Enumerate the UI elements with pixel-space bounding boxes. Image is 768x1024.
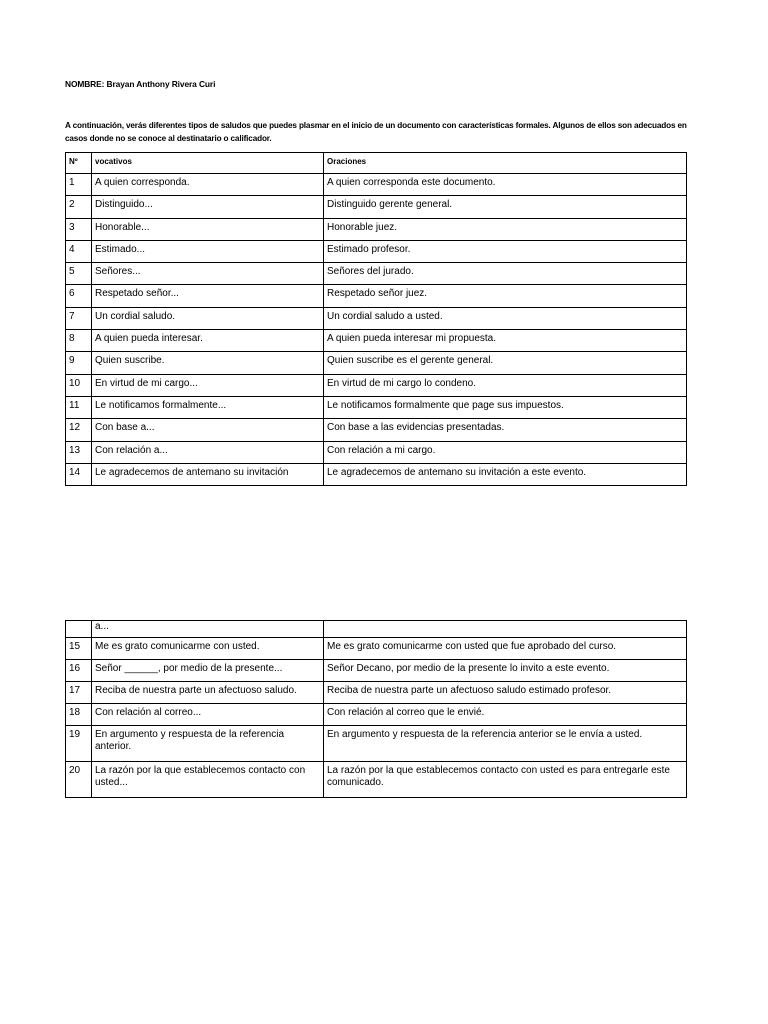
- vocativo-cell: A quien pueda interesar.: [92, 330, 324, 352]
- row-number: 3: [66, 218, 92, 240]
- oracion-cell: Señores del jurado.: [324, 263, 687, 285]
- vocativo-cell: Un cordial saludo.: [92, 307, 324, 329]
- oracion-cell: Con relación a mi cargo.: [324, 441, 687, 463]
- table-row: [66, 263, 687, 285]
- oracion-cell: Señor Decano, por medio de la presente lo invito a este evento.: [324, 660, 687, 682]
- header-number: Nº: [66, 153, 92, 174]
- vocativo-cell: Reciba de nuestra parte un afectuoso saludo.: [92, 682, 324, 704]
- intro-paragraph: A continuación, verás diferentes tipos de saludos que puedes plasmar en el inicio de un documento con características formales. Algunos de ellos son adecuados en casos donde no se conoce al destinatario o calificador.: [65, 121, 687, 143]
- vocativo-cell: Quien suscribe.: [92, 352, 324, 374]
- vocativo-cell: En virtud de mi cargo...: [92, 374, 324, 396]
- header-vocativos: vocativos: [92, 153, 324, 174]
- vocativo-cell: Señor ______, por medio de la presente...: [92, 660, 324, 682]
- vocativo-cell: Distinguido...: [92, 196, 324, 218]
- row-number: 16: [66, 660, 92, 682]
- table-row: [66, 419, 687, 441]
- oracion-cell: La razón por la que establecemos contacto con usted es para entregarle este comunicado.: [324, 762, 687, 798]
- oracion-cell: Me es grato comunicarme con usted que fue aprobado del curso.: [324, 638, 687, 660]
- continuation-text: a...: [92, 621, 324, 638]
- table-row: [66, 704, 687, 726]
- table-row: [66, 762, 687, 798]
- oracion-cell: Estimado profesor.: [324, 240, 687, 262]
- table-row: [66, 240, 687, 262]
- table-row: [66, 218, 687, 240]
- row-number: 4: [66, 240, 92, 262]
- table-row: [66, 196, 687, 218]
- oracion-cell: Un cordial saludo a usted.: [324, 307, 687, 329]
- vocativo-cell: Con relación al correo...: [92, 704, 324, 726]
- row-number: 12: [66, 419, 92, 441]
- vocativo-cell: En argumento y respuesta de la referencia anterior.: [92, 726, 324, 762]
- row-number: 1: [66, 174, 92, 196]
- row-number: 6: [66, 285, 92, 307]
- vocativo-cell: Con base a...: [92, 419, 324, 441]
- vocativo-cell: Estimado...: [92, 240, 324, 262]
- oracion-cell: Quien suscribe es el gerente general.: [324, 352, 687, 374]
- row-number: 8: [66, 330, 92, 352]
- vocativo-cell: A quien corresponda.: [92, 174, 324, 196]
- row-number: 10: [66, 374, 92, 396]
- row-number: 13: [66, 441, 92, 463]
- table-row: [66, 638, 687, 660]
- row-number: 14: [66, 463, 92, 485]
- vocativo-cell: Con relación a...: [92, 441, 324, 463]
- row-number: 7: [66, 307, 92, 329]
- row-number: 19: [66, 726, 92, 762]
- table-row: [66, 726, 687, 762]
- table-cell: [66, 621, 92, 638]
- student-name: NOMBRE: Brayan Anthony Rivera Curi: [65, 79, 216, 89]
- oracion-cell: Con base a las evidencias presentadas.: [324, 419, 687, 441]
- table-cell: [324, 621, 687, 638]
- row-number: 18: [66, 704, 92, 726]
- table-row: [66, 307, 687, 329]
- table-header-row: [66, 153, 687, 174]
- header-oraciones: Oraciones: [324, 153, 687, 174]
- table-row: [66, 352, 687, 374]
- oracion-cell: A quien corresponda este documento.: [324, 174, 687, 196]
- table-row: [66, 682, 687, 704]
- oracion-cell: Con relación al correo que le envié.: [324, 704, 687, 726]
- oracion-cell: En virtud de mi cargo lo condeno.: [324, 374, 687, 396]
- row-number: 2: [66, 196, 92, 218]
- vocativo-cell: Le notificamos formalmente...: [92, 396, 324, 418]
- oracion-cell: Honorable juez.: [324, 218, 687, 240]
- row-number: 9: [66, 352, 92, 374]
- vocativo-cell: Me es grato comunicarme con usted.: [92, 638, 324, 660]
- vocativo-cell: Honorable...: [92, 218, 324, 240]
- table-row: [66, 441, 687, 463]
- vocativo-cell: Le agradecemos de antemano su invitación: [92, 463, 324, 485]
- continuation-row: [66, 621, 687, 638]
- row-number: 5: [66, 263, 92, 285]
- vocativo-cell: La razón por la que establecemos contacto con usted...: [92, 762, 324, 798]
- table-row: [66, 463, 687, 485]
- table-row: [66, 330, 687, 352]
- row-number: 15: [66, 638, 92, 660]
- row-number: 11: [66, 396, 92, 418]
- table-row: [66, 174, 687, 196]
- row-number: 17: [66, 682, 92, 704]
- oracion-cell: A quien pueda interesar mi propuesta.: [324, 330, 687, 352]
- oracion-cell: Reciba de nuestra parte un afectuoso saludo estimado profesor.: [324, 682, 687, 704]
- oracion-cell: Respetado señor juez.: [324, 285, 687, 307]
- greetings-table-page1: [65, 152, 687, 486]
- table-row: [66, 660, 687, 682]
- table-row: [66, 374, 687, 396]
- vocativo-cell: Respetado señor...: [92, 285, 324, 307]
- oracion-cell: Le notificamos formalmente que page sus impuestos.: [324, 396, 687, 418]
- oracion-cell: En argumento y respuesta de la referencia anterior se le envía a usted.: [324, 726, 687, 762]
- oracion-cell: Le agradecemos de antemano su invitación a este evento.: [324, 463, 687, 485]
- table-row: [66, 285, 687, 307]
- oracion-cell: Distinguido gerente general.: [324, 196, 687, 218]
- table-row: [66, 396, 687, 418]
- greetings-table-page2: [65, 620, 687, 798]
- vocativo-cell: Señores...: [92, 263, 324, 285]
- row-number: 20: [66, 762, 92, 798]
